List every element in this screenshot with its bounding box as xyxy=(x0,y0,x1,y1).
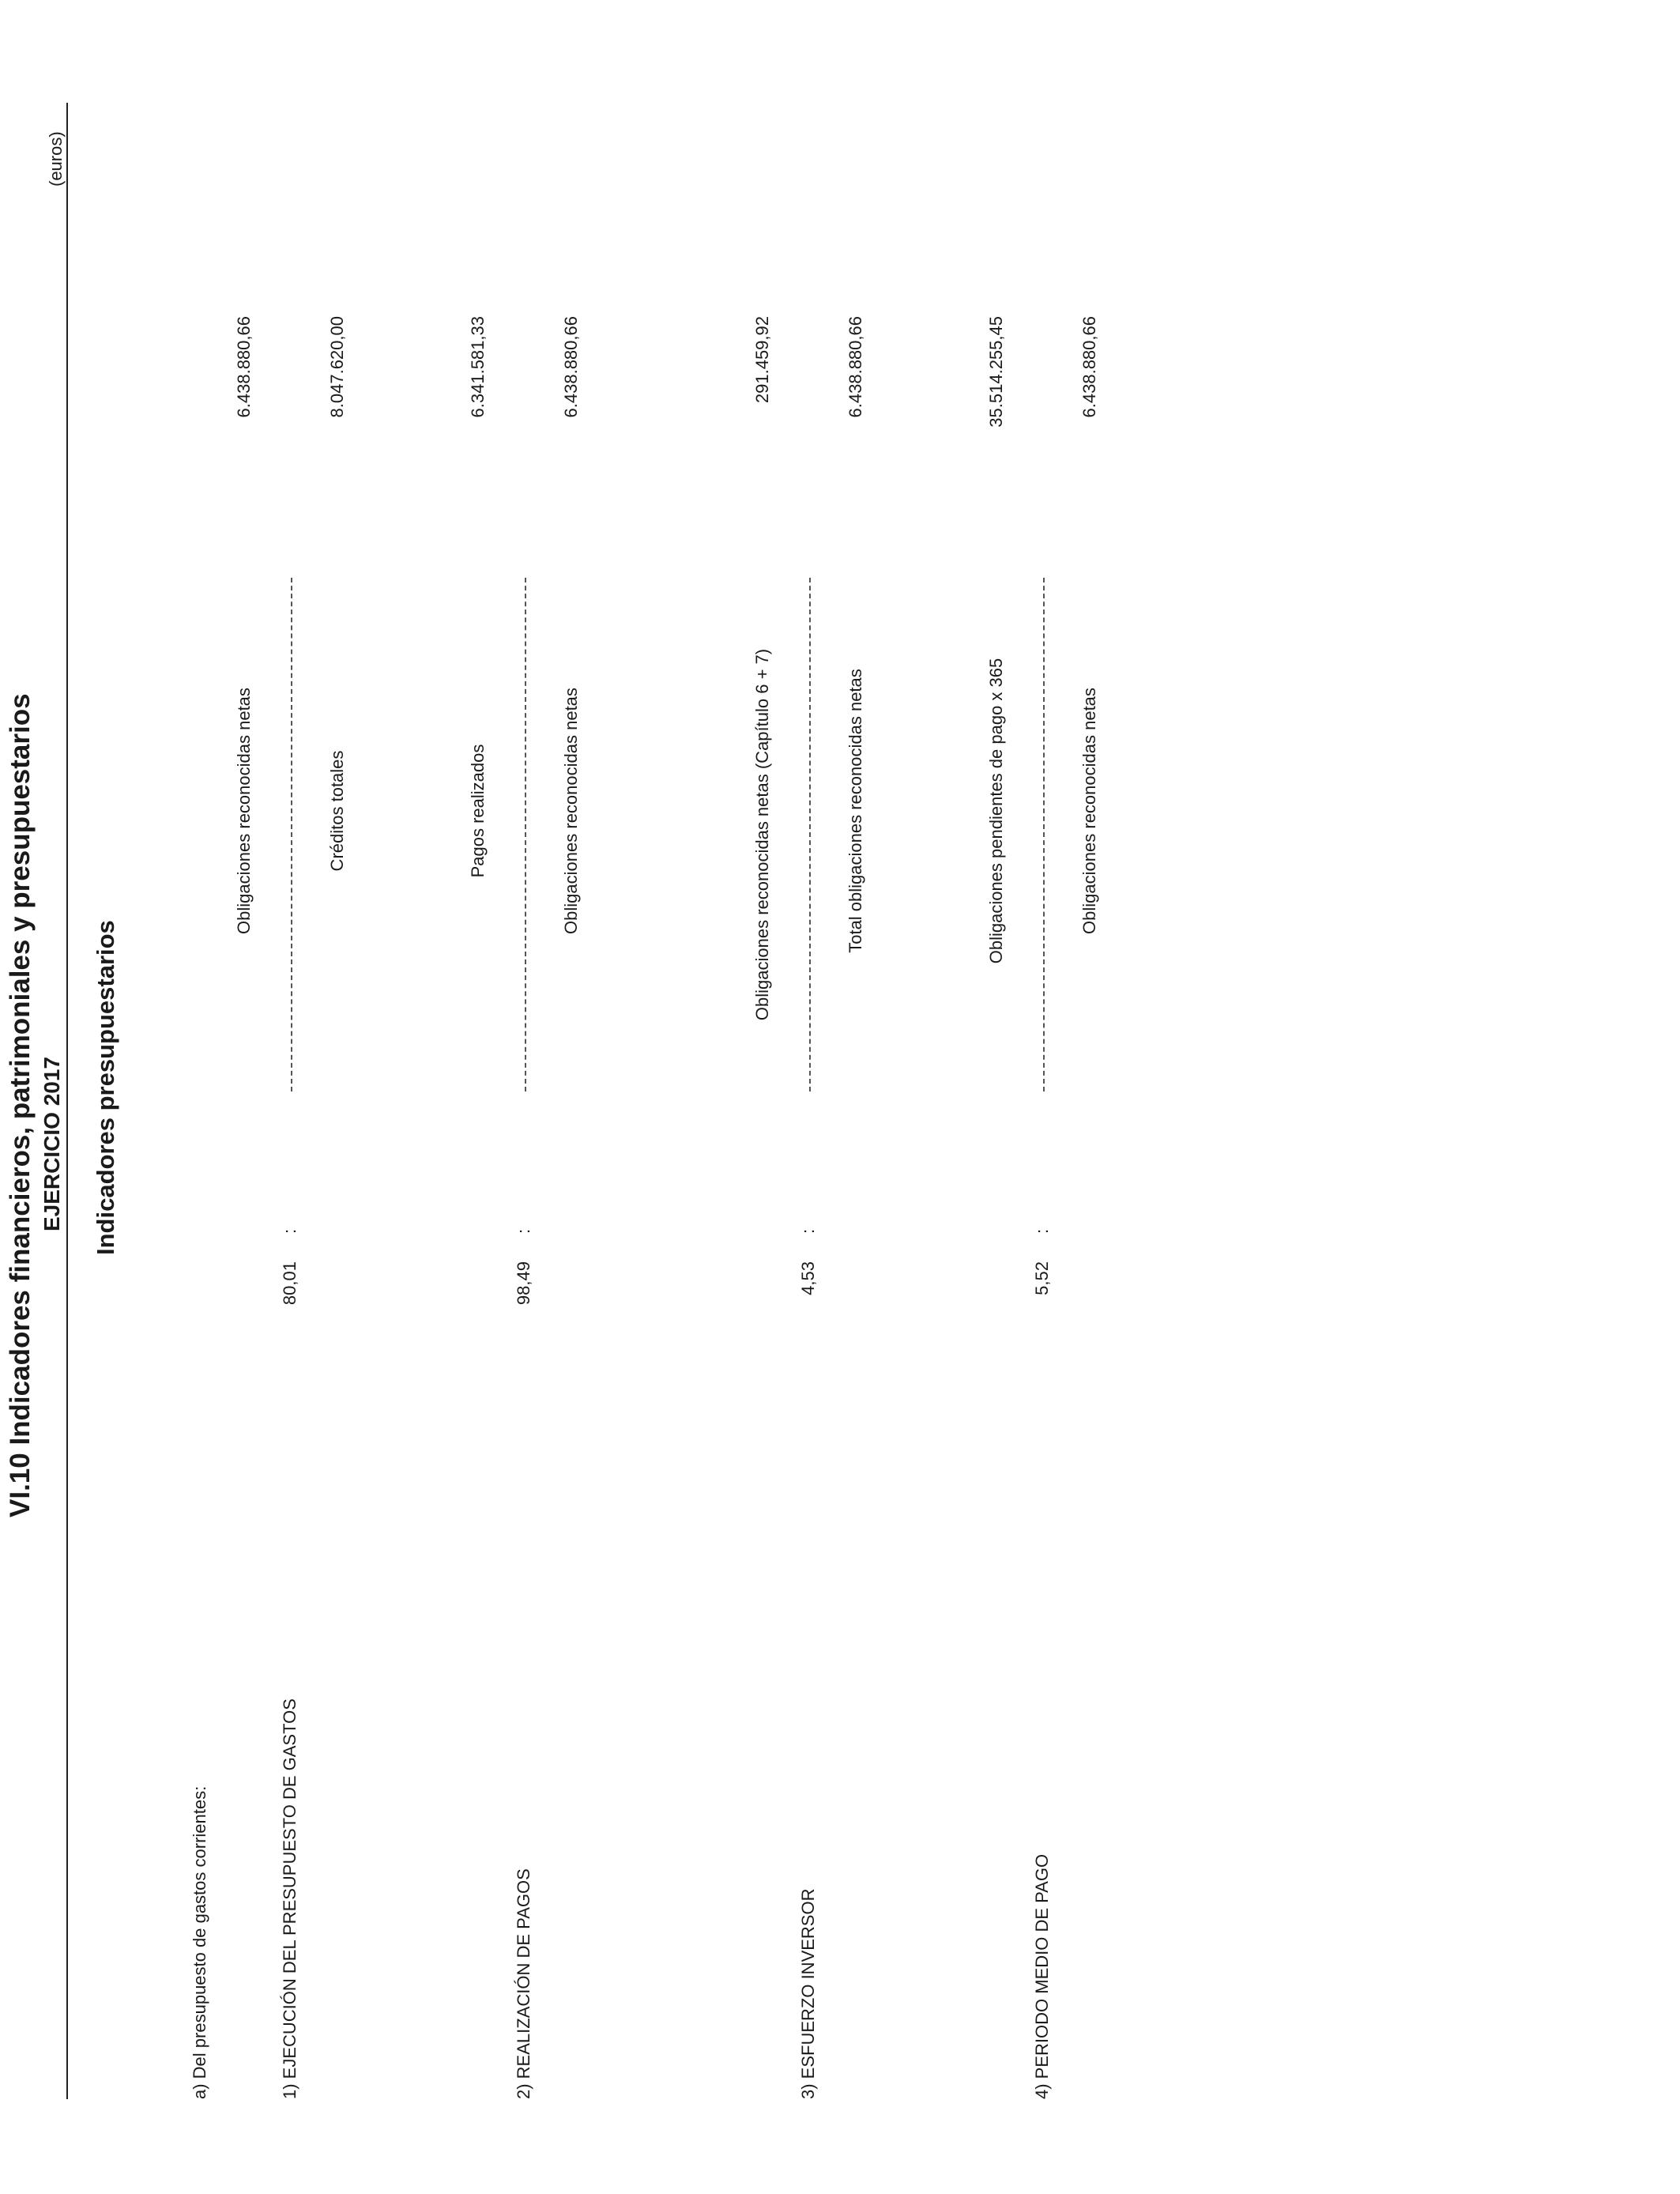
indicator-colon: : xyxy=(514,1228,533,1234)
numerator-label: Obligaciones pendientes de pago x 365 xyxy=(986,658,1006,964)
indicator-colon: : xyxy=(280,1228,299,1234)
indicator-value: 98,49 xyxy=(514,1261,533,1306)
header-rule xyxy=(66,103,68,2099)
fraction-line xyxy=(809,578,811,1091)
denominator-amount: 6.438.880,66 xyxy=(561,316,581,418)
units-label: (euros) xyxy=(46,131,66,187)
numerator-label: Pagos realizados xyxy=(468,744,488,878)
indicator-label: 4) PERIODO MEDIO DE PAGO xyxy=(1032,1853,1052,2099)
report-subtitle: EJERCICIO 2017 xyxy=(40,1057,64,1231)
denominator-amount: 8.047.620,00 xyxy=(327,316,347,418)
fraction-line xyxy=(525,578,526,1091)
indicator-label: 3) ESFUERZO INVERSOR xyxy=(798,1888,818,2099)
indicator-colon: : xyxy=(798,1228,818,1234)
denominator-label: Obligaciones reconocidas netas xyxy=(1079,688,1099,934)
indicator-label: 2) REALIZACIÓN DE PAGOS xyxy=(514,1868,533,2099)
fraction-line xyxy=(291,578,292,1091)
indicator-colon: : xyxy=(1032,1228,1052,1234)
denominator-label: Total obligaciones reconocidas netas xyxy=(846,669,865,953)
numerator-amount: 35.514.255,45 xyxy=(986,316,1006,428)
numerator-label: Obligaciones reconocidas netas (Capítulo 6 + 7) xyxy=(752,648,772,1021)
numerator-amount: 6.341.581,33 xyxy=(468,316,488,418)
indicator-value: 80,01 xyxy=(280,1261,299,1306)
report-title: VI.10 Indicadores financieros, patrimoniales y presupuestarios xyxy=(5,693,36,1517)
indicator-value: 5,52 xyxy=(1032,1261,1052,1295)
numerator-label: Obligaciones reconocidas netas xyxy=(234,688,254,934)
fraction-line xyxy=(1043,578,1045,1091)
denominator-amount: 6.438.880,66 xyxy=(1079,316,1099,418)
denominator-label: Obligaciones reconocidas netas xyxy=(561,688,581,934)
denominator-amount: 6.438.880,66 xyxy=(846,316,865,418)
numerator-amount: 291.459,92 xyxy=(752,316,772,404)
section-title: Indicadores presupuestarios xyxy=(92,920,119,1255)
intro-text: a) Del presupuesto de gastos corrientes: xyxy=(190,1785,209,2099)
indicator-value: 4,53 xyxy=(798,1261,818,1295)
denominator-label: Créditos totales xyxy=(327,750,347,872)
numerator-amount: 6.438.880,66 xyxy=(234,316,254,418)
indicator-label: 1) EJECUCIÓN DEL PRESUPUESTO DE GASTOS xyxy=(280,1698,299,2099)
